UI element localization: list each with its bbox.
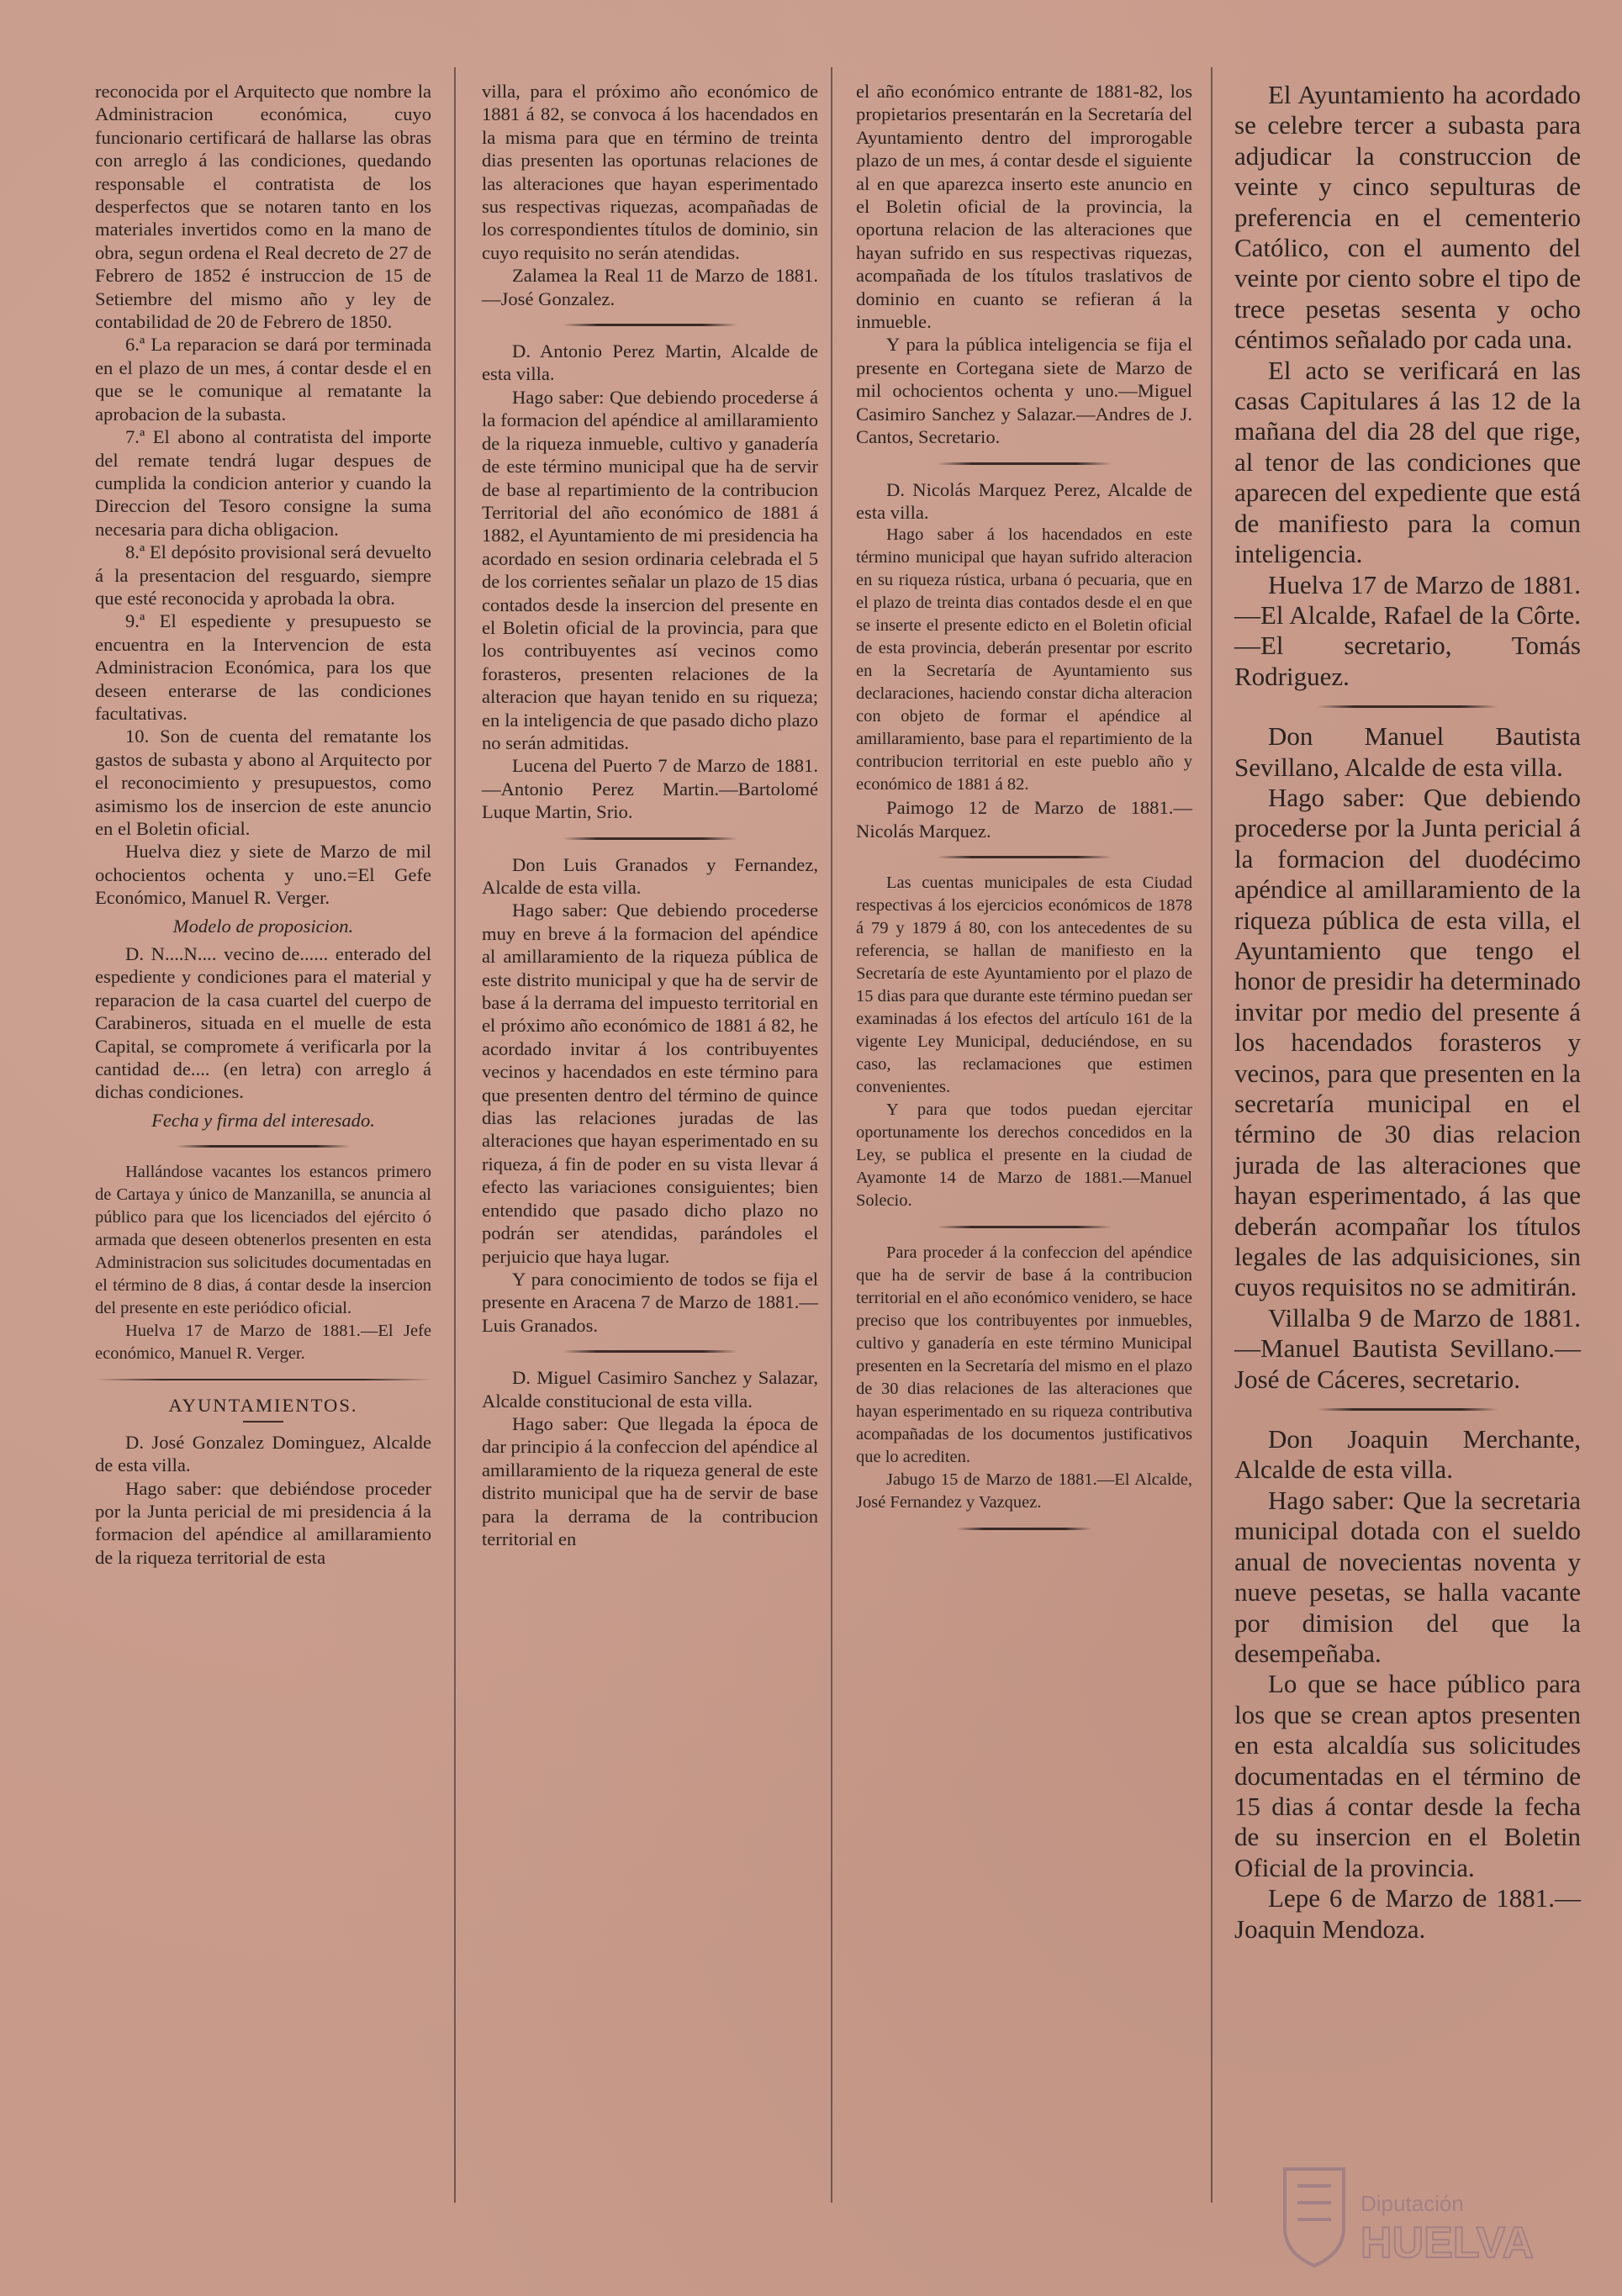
notice-paragraph: Hallándose vacantes los estancos primero de Cartaya y único de Manzanilla, se anuncia al público para que los licenciados del ejército ó armada que deseen obtenerlos presenten en esta Administracion sus solicitudes documentadas en el término de 8 dias, á contar desde la insercion del presente en este periódico oficial. bbox=[95, 1163, 431, 1318]
separator bbox=[957, 1528, 1091, 1530]
paragraph: villa, para el próximo año económico de 1881 á 82, se convoca á los hacendados en la misma para que en término de treinta dias presenten las oportunas relaciones de las alteraciones que hayan esperimentado sus respectivas riquezas, acompañadas de los correspondientes títulos de dominio, sin cuyo requisito no serán atendidas. bbox=[482, 81, 818, 263]
paragraph: El Ayuntamiento ha acordado se celebre tercer a subasta para adjudicar la construccion de veinte y cinco sepulturas de preferencia en el cementerio Católico, con el aumento del veinte por ciento sobre el tipo de trece pesetas sesenta y ocho céntimos señalado por cada una. bbox=[1234, 80, 1581, 355]
column-3 bbox=[856, 80, 1192, 1544]
signature-line: Lucena del Puerto 7 de Marzo de 1881.—Antonio Perez Martin.—Bartolomé Luque Martin, Srio. bbox=[482, 755, 818, 823]
official-name: D. Nicolás Marquez Perez, Alcalde de esta villa. bbox=[856, 478, 1192, 523]
separator bbox=[1318, 705, 1498, 708]
signature-line: Huelva diez y siete de Marzo de mil ochocientos ochenta y uno.=El Gefe Económico, Manuel R. Verger. bbox=[95, 841, 431, 909]
signature-line: Huelva 17 de Marzo de 1881.—El Alcalde, Rafael de la Côrte.—El secretario, Tomás Rodriguez. bbox=[1234, 569, 1581, 691]
separator bbox=[95, 1379, 431, 1380]
paragraph: Hago saber: Que debiendo procederse por la Junta pericial á la formacion del duodécimo apéndice al amillaramiento de la riqueza pública de esta villa, el Ayuntamiento que tengo el honor de presidir ha determinado invitar por medio del presente á los hacendados forasteros y vecinos, para que presenten en la secretaría municipal en el término de 30 dias relacion jurada de las alteraciones que hayan esperimentado, á las que deberán acompañar los títulos legales de las adquisiciones, sin cuyos requisitos no se admitirán. bbox=[1234, 782, 1581, 1302]
official-name: Don Joaquin Merchante, Alcalde de esta villa. bbox=[1234, 1424, 1581, 1485]
paragraph: 9.ª El espediente y presupuesto se encuentra en la Intervencion de esta Administracion Económica, para los que deseen enterarse de las condiciones facultativas. bbox=[95, 610, 431, 724]
paragraph: reconocida por el Arquitecto que nombre la Administracion económica, cuyo funcionario certificará de hallarse las obras con arreglo á las condiciones, quedando responsable el contratista de los desperfectos que se notaren tanto en los materiales invertidos como en la mano de obra, segun ordena el Real decreto de 27 de Febrero de 1852 é instruccion de 15 de Setiembre del mismo año y ley de contabilidad de 20 de Febrero de 1850. bbox=[95, 81, 431, 333]
paragraph: El acto se verificará en las casas Capitulares á las 12 de la mañana del dia 28 del que rige, al tenor de las condiciones que aparecen del expediente que está de manifiesto para la comun inteligencia. bbox=[1234, 355, 1581, 569]
official-name: D. José Gonzalez Dominguez, Alcalde de esta villa. bbox=[95, 1431, 431, 1476]
paragraph: el año económico entrante de 1881-82, los propietarios presentarán en la Secretaría del Ayuntamiento dentro del improrogable plazo de un mes, á contar desde el siguiente al en que aparezca inserto este anuncio en el Boletin oficial de la provincia, la oportuna relacion de las alteraciones que hayan sufrido en sus respectivas riquezas, acompañada de los títulos traslativos de dominio en cuanto se refieran á la inmueble. bbox=[856, 81, 1192, 333]
column-rule bbox=[1211, 67, 1213, 2203]
notice-paragraph: Las cuentas municipales de esta Ciudad respectivas á los ejercicios económicos de 1878 á 79 y 1879 á 80, con los antecedentes de su referencia, se hallan de manifiesto en la Secretaría de este Ayuntamiento por el plazo de 15 dias para que durante este término puedan ser examinadas á los efectos del artículo 161 de la vigente Ley Municipal, deduciéndose, en su caso, las reclamaciones que estimen convenientes. bbox=[856, 874, 1192, 1097]
paragraph: 7.ª El abono al contratista del importe del remate tendrá lugar despues de cumplida la condicion anterior y cuando la Direccion del Tesoro consigne la suma necesaria para dicha obligacion. bbox=[95, 426, 431, 540]
separator bbox=[176, 1145, 351, 1148]
notice-paragraph: Para proceder á la confeccion del apéndice que ha de servir de base á la contribucion territorial en el año económico venidero, se hace preciso que los contribuyentes por inmuebles, cultivo y ganadería en este término Municipal presenten en la Secretaría del mismo en el plazo de 30 dias relaciones de las alteraciones que hayan esperimentado en su riqueza contributiva acompañadas de los documentos justificativos que lo acrediten. bbox=[856, 1243, 1192, 1467]
paragraph: Hago saber: Que debiendo procederse muy en breve á la formacion del apéndice al amillaramiento de la riqueza pública de este distrito municipal y que ha de servir de base á la derrama del impuesto territorial en el próximo año económico de 1881 á 82, he acordado invitar á los contribuyentes vecinos y hacendados en este término para que presenten dentro del término de quince dias las relaciones juradas de las alteraciones que hayan esperimentado en su riqueza, á fin de poder en su vista llevar á efecto las variaciones consiguientes; bien entendido que pasado dicho plazo no podrán ser atendidas, parándoles el perjuicio que haya lugar. bbox=[482, 900, 818, 1267]
signature-line: Lepe 6 de Marzo de 1881.—Joaquin Mendoza. bbox=[1234, 1883, 1581, 1944]
separator bbox=[1318, 1408, 1498, 1411]
paragraph: Hago saber: que debiéndose proceder por la Junta pericial de mi presidencia á la formacion del apéndice al amillaramiento de la riqueza territorial de esta bbox=[95, 1477, 431, 1568]
paragraph: Hago saber: Que debiendo procederse á la formacion del apéndice al amillaramiento de la riqueza inmueble, cultivo y ganadería de este término municipal que ha de servir de base al repartimiento de la contribucion Territorial del año económico de 1881 á 1882, el Ayuntamiento de mi presidencia ha acordado en sesion ordinaria celebrada el 5 de los corrientes señalar un plazo de 15 dias contados desde la insercion del presente en el Boletin oficial de la provincia, para que los contribuyentes así vecinos como forasteros, presenten relaciones de la alteracion que hayan tenido en su riqueza; en la inteligencia de que pasado dicho plazo no serán admitidas. bbox=[482, 386, 818, 753]
stamp-text: Diputación bbox=[1360, 2191, 1464, 2216]
section-heading: AYUNTAMIENTOS. bbox=[168, 1395, 358, 1417]
stamp-text: HUELVA bbox=[1360, 2219, 1535, 2267]
paragraph: Hago saber: Que llegada la época de dar principio á la confeccion del apéndice al amillaramiento de la riqueza general de este distrito municipal que ha de servir de base para la derrama de la contribucion territorial en bbox=[482, 1412, 818, 1549]
separator bbox=[563, 324, 737, 326]
signature-line: Jabugo 15 de Marzo de 1881.—El Alcalde, José Fernandez y Vazquez. bbox=[856, 1470, 1192, 1512]
paragraph: Hago saber: Que la secretaria municipal dotada con el sueldo anual de novecientas noventa y nueve pesetas, se halla vacante por dimision del que la desempeñaba. bbox=[1234, 1485, 1581, 1668]
paragraph: D. N....N.... vecino de...... enterado del espediente y condiciones para el material y reparacion de la casa cuartel del cuerpo de Carabineros, situada en el muelle de esta Capital, se compromete á verificarla por la cantidad de.... (en letra) con arreglo á dichas condiciones. bbox=[95, 943, 431, 1103]
paragraph: 8.ª El depósito provisional será devuelto á la presentacion del resguardo, siempre que esté reconocida y aprobada la obra. bbox=[95, 541, 431, 609]
signature-line: Y para la pública inteligencia se fija el presente en Cortegana siete de Marzo de mil ochocientos ochenta y uno.—Miguel Casimiro Sanchez y Salazar.—Andres de J. Cantos, Secretario. bbox=[856, 334, 1192, 448]
signature-line: Zalamea la Real 11 de Marzo de 1881.—José Gonzalez. bbox=[482, 265, 818, 309]
column-rule bbox=[831, 67, 832, 2203]
column-rule bbox=[454, 67, 456, 2203]
section-subtitle: Fecha y firma del interesado. bbox=[151, 1109, 375, 1131]
column-2 bbox=[482, 80, 818, 1550]
separator bbox=[937, 856, 1112, 858]
separator bbox=[937, 462, 1112, 465]
paragraph: Lo que se hace público para los que se crean aptos presenten en esta alcaldía sus solicitudes documentadas en el término de 15 dias á contar desde la fecha de su insercion en el Boletin Oficial de la provincia. bbox=[1234, 1669, 1581, 1882]
library-stamp-logo bbox=[1268, 2152, 1537, 2278]
paragraph: 6.ª La reparacion se dará por terminada en el plazo de un mes, á contar desde el en que se le comunique al rematante la aprobacion de la subasta. bbox=[95, 334, 431, 425]
signature-line: Paimogo 12 de Marzo de 1881.—Nicolás Marquez. bbox=[856, 797, 1192, 842]
official-name: Don Manuel Bautista Sevillano, Alcalde de esta villa. bbox=[1234, 721, 1581, 782]
separator bbox=[243, 1421, 283, 1422]
separator bbox=[937, 1226, 1112, 1228]
signature-line: Y para que todos puedan ejercitar oportunamente los derechos concedidos en la Ley, se publica el presente en la ciudad de Ayamonte 14 de Marzo de 1881.—Manuel Solecio. bbox=[856, 1100, 1192, 1211]
separator bbox=[563, 1350, 737, 1353]
column-1 bbox=[95, 80, 431, 1569]
section-subtitle: Modelo de proposicion. bbox=[172, 915, 354, 937]
signature-line: Huelva 17 de Marzo de 1881.—El Jefe económico, Manuel R. Verger. bbox=[95, 1322, 431, 1364]
signature-line: Villalba 9 de Marzo de 1881.—Manuel Bautista Sevillano.—José de Cáceres, secretario. bbox=[1234, 1302, 1581, 1394]
separator bbox=[563, 837, 737, 840]
official-name: Don Luis Granados y Fernandez, Alcalde de esta villa. bbox=[482, 853, 818, 898]
signature-line: Y para conocimiento de todos se fija el presente en Aracena 7 de Marzo de 1881.—Luis Granados. bbox=[482, 1268, 818, 1336]
official-name: D. Miguel Casimiro Sanchez y Salazar, Alcalde constitucional de esta villa. bbox=[482, 1367, 818, 1412]
column-4 bbox=[1234, 80, 1581, 1945]
paragraph: Hago saber á los hacendados en este término municipal que hayan sufrido alteracion en su riqueza rústica, urbana ó pecuaria, que en el plazo de treinta dias contados desde el en que se inserte el presente edicto en el Boletin oficial de esta provincia, deberán presentar por escrito en la Secretaría de Ayuntamiento sus declaraciones, haciendo constar dicha alteracion con objeto de formar el apéndice al amillaramiento, base para el repartimiento de la contribucion territorial en este pueblo año y económico de 1881 á 82. bbox=[856, 525, 1192, 794]
official-name: D. Antonio Perez Martin, Alcalde de esta villa. bbox=[482, 340, 818, 385]
paragraph: 10. Son de cuenta del rematante los gastos de subasta y abono al Arquitecto por el reconocimiento y presupuestos, como asimismo los de insercion de este anuncio en el Boletin oficial. bbox=[95, 726, 431, 839]
